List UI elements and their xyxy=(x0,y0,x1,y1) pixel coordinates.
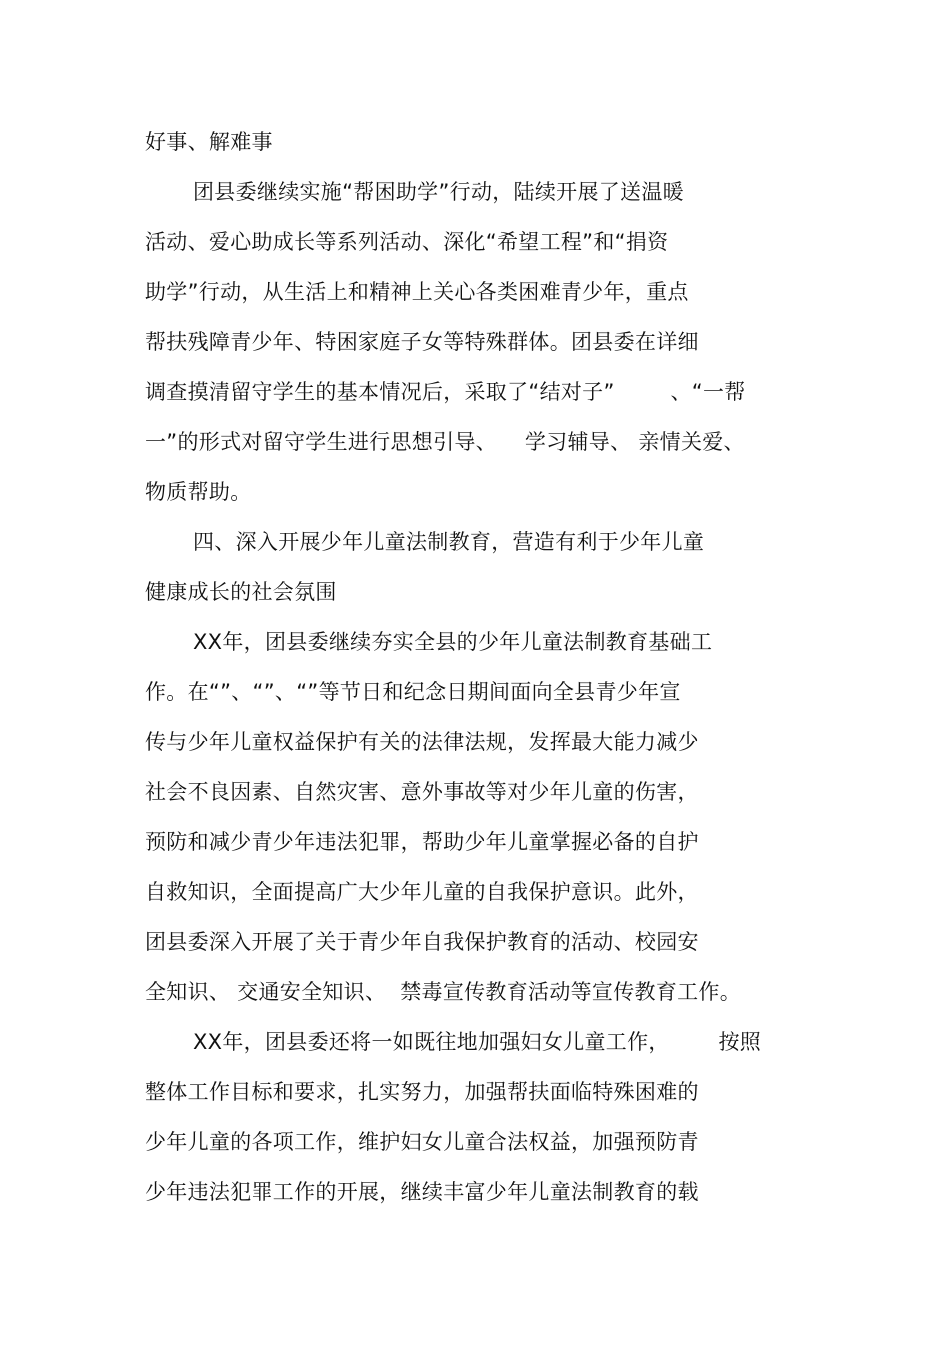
text-line: 预防和减少青少年违法犯罪，帮助少年儿童掌握必备的自护 xyxy=(145,830,699,854)
text-line: 物质帮助。 xyxy=(145,480,252,504)
text-line: 少年违法犯罪工作的开展，继续丰富少年儿童法制教育的载 xyxy=(145,1180,699,1204)
text-line: 活动、爱心助成长等系列活动、深化“希望工程”和“捐资 xyxy=(145,230,669,254)
text-line: 社会不良因素、自然灾害、意外事故等对少年儿童的伤害， xyxy=(145,780,699,804)
section-heading: 四、深入开展少年儿童法制教育，营造有利于少年儿童 xyxy=(193,530,705,554)
text-line: 团县委继续实施“帮困助学”行动，陆续开展了送温暖 xyxy=(193,180,684,204)
section-heading: 健康成长的社会氛围 xyxy=(145,580,337,604)
text-line: XX年，团县委还将一如既往地加强妇女儿童工作， 按照 xyxy=(193,1030,762,1054)
text-line: 少年儿童的各项工作，维护妇女儿童合法权益，加强预防青 xyxy=(145,1130,699,1154)
text-line: 助学”行动，从生活上和精神上关心各类困难青少年，重点 xyxy=(145,280,689,304)
text-line: 作。在“”、“”、“”等节日和纪念日期间面向全县青少年宣 xyxy=(145,680,681,704)
text-line: 好事、解难事 xyxy=(145,130,273,154)
text-line: XX年，团县委继续夯实全县的少年儿童法制教育基础工 xyxy=(193,630,713,654)
text-line: 团县委深入开展了关于青少年自我保护教育的活动、校园安 xyxy=(145,930,699,954)
text-line: 传与少年儿童权益保护有关的法律法规，发挥最大能力减少 xyxy=(145,730,699,754)
text-line: 整体工作目标和要求，扎实努力，加强帮扶面临特殊困难的 xyxy=(145,1080,699,1104)
text-line: 自救知识，全面提高广大少年儿童的自我保护意识。此外， xyxy=(145,880,699,904)
text-line: 帮扶残障青少年、特困家庭子女等特殊群体。团县委在详细 xyxy=(145,330,699,354)
text-line: 一”的形式对留守学生进行思想引导、 学习辅导、 亲情关爱、 xyxy=(145,430,745,454)
text-line: 调查摸清留守学生的基本情况后，采取了“结对子” 、“一帮 xyxy=(145,380,746,404)
text-line: 全知识、 交通安全知识、 禁毒宣传教育活动等宣传教育工作。 xyxy=(145,980,742,1004)
